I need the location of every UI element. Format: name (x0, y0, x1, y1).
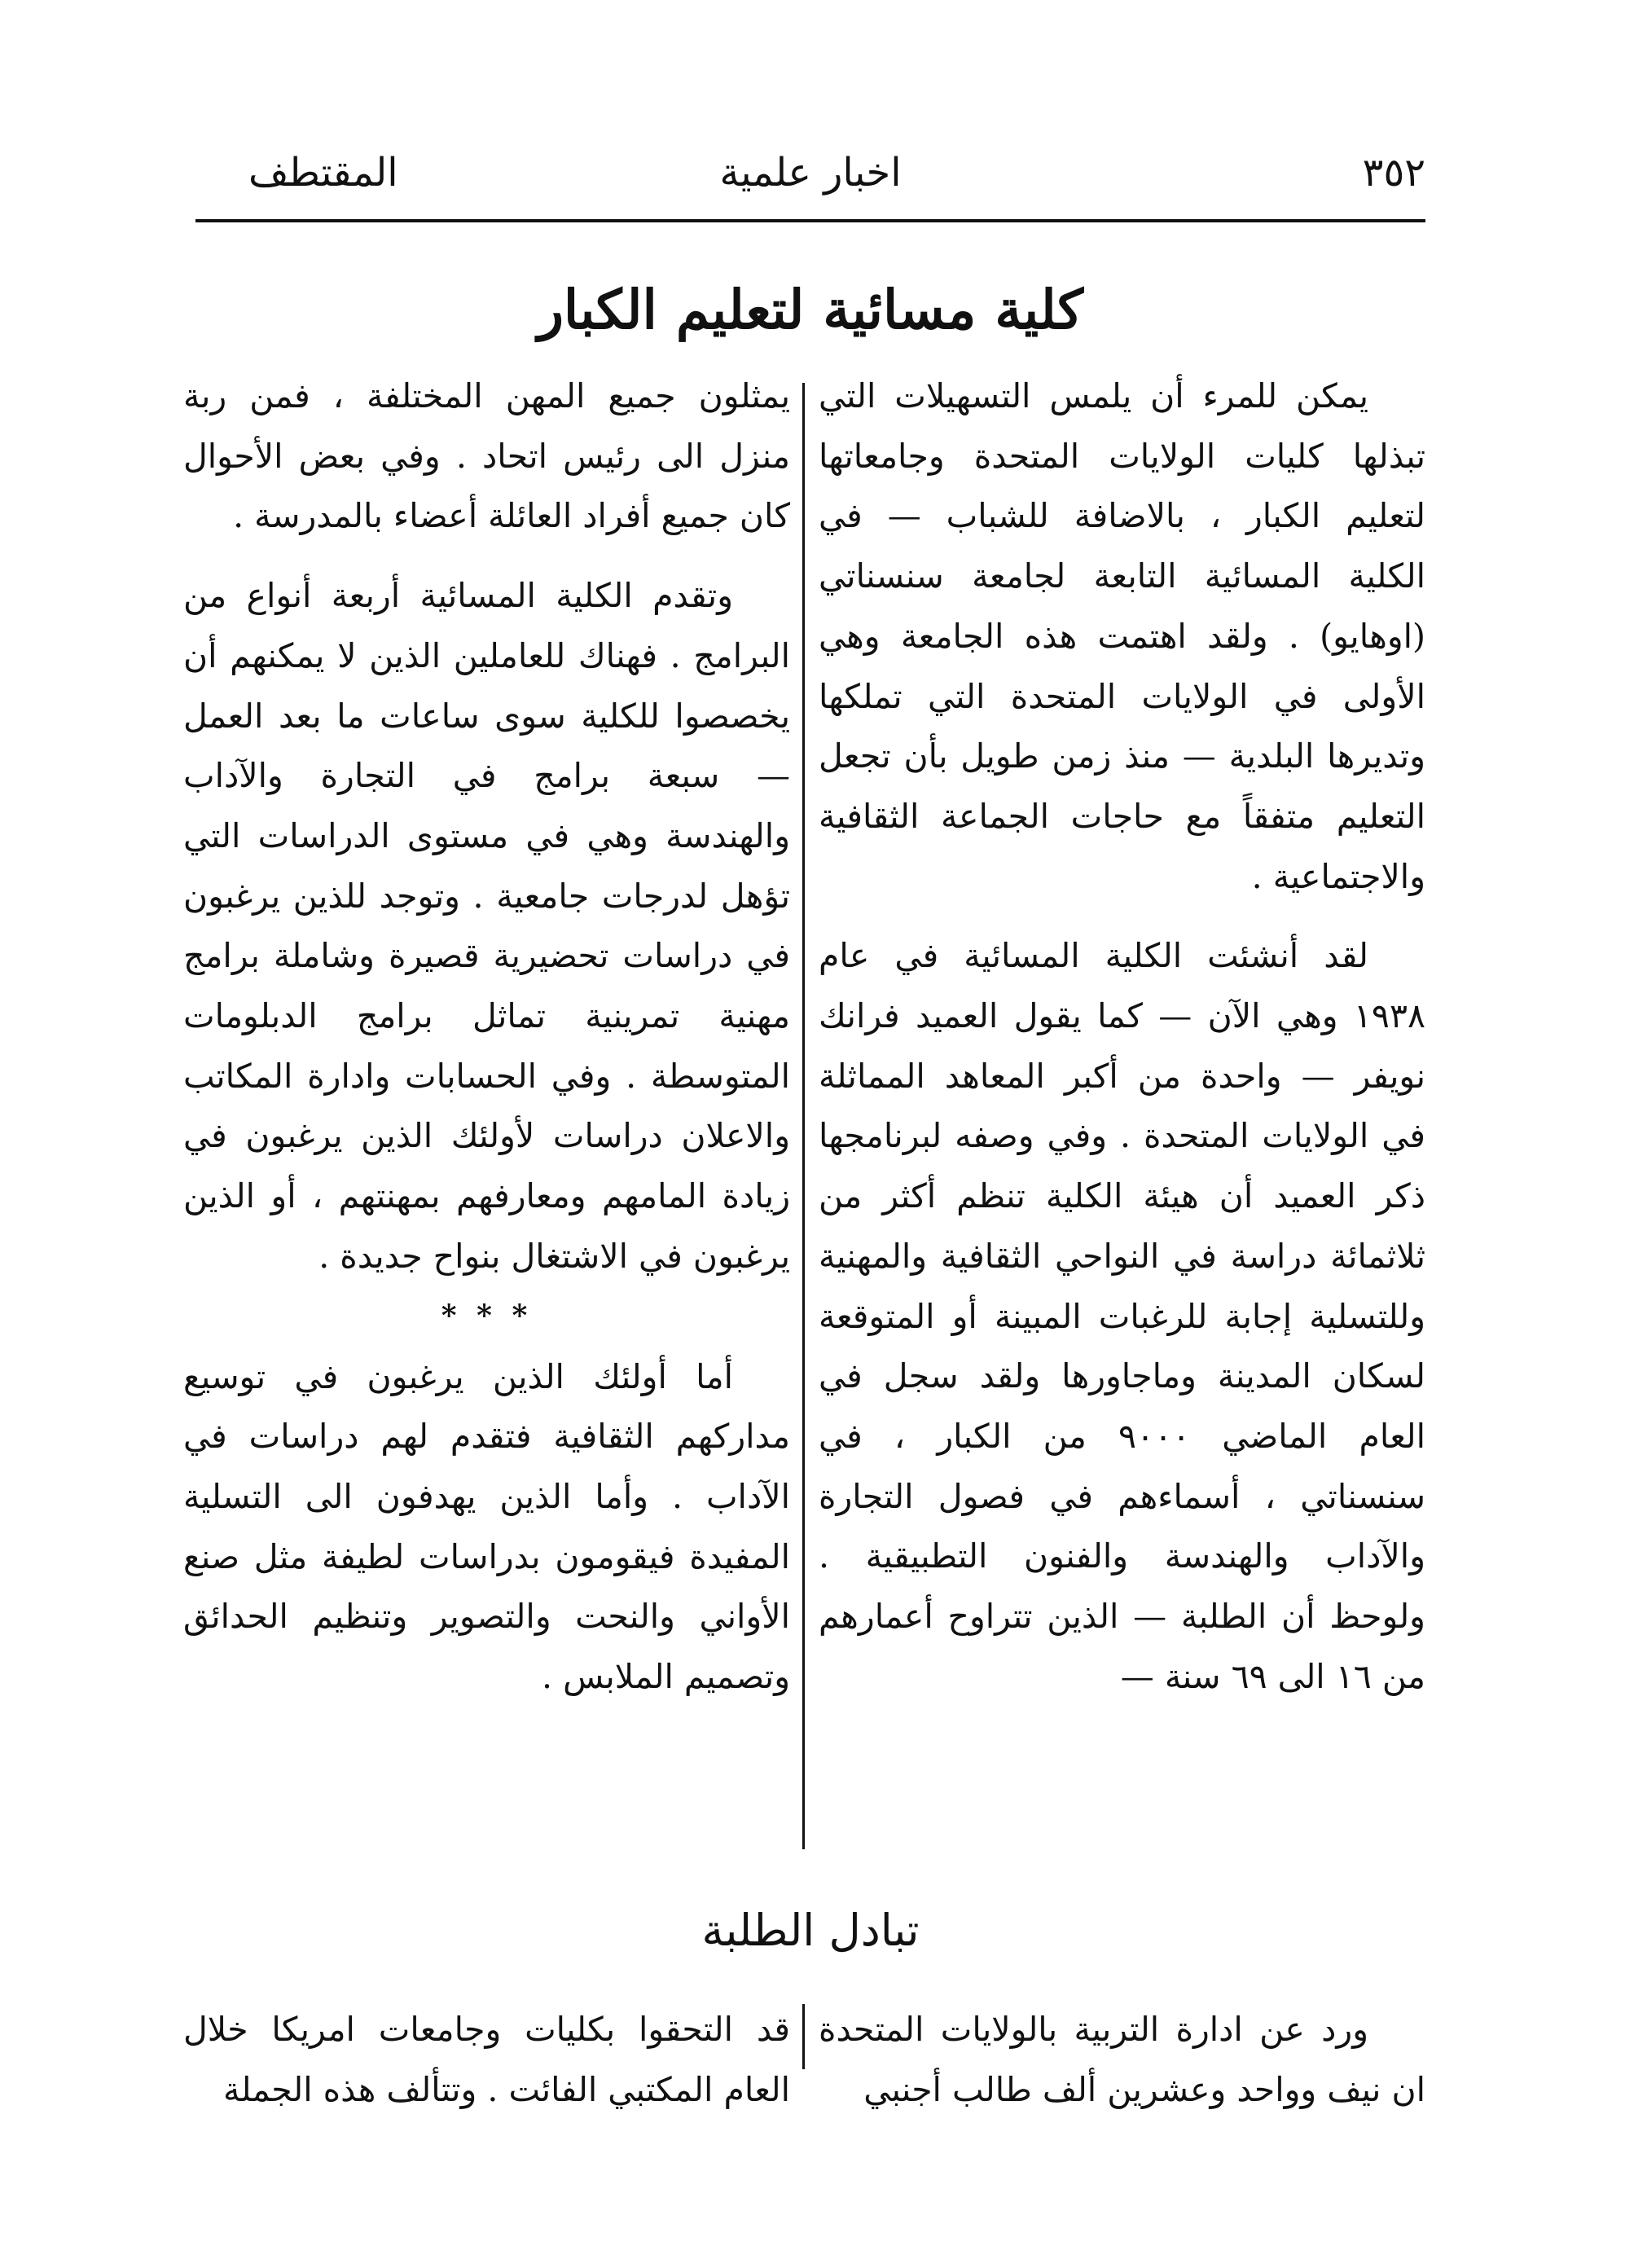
header-rule (195, 219, 1425, 222)
article-column-right (819, 367, 1425, 1707)
section-name: اخبار علمية (719, 150, 902, 196)
column-divider (802, 383, 805, 1849)
paragraph: لقد أنشئت الكلية المسائية في عام ١٩٣٨ وهي الآن — كما يقول العميد فرانك نويفر — واحدة من أكبر المعاهد المماثلة في الولايات المتحدة . وفي وصفه لبرنامجها ذكر العميد أن هيئة الكلية تنظم أكثر من ثلاثمائة دراسة في النواحي الثقافية والمهنية وللتسلية إجابة للرغبات المبينة أو المتوقعة لسكان المدينة وماجاورها ولقد سجل في العام الماضي ٩٠٠٠ من الكبار ، في سنسناتي ، أسماءهم في فصول التجارة والآداب والهندسة والفنون التطبيقية . ولوحظ أن الطلبة — الذين تتراوح أعمارهم من ١٦ الى ٦٩ سنة — (819, 936, 1426, 1696)
paragraph: يمكن للمرء أن يلمس التسهيلات التي تبذلها كليات الولايات المتحدة وجامعاتها لتعليم الكبار ، بالاضافة للشباب — في الكلية المسائية التابعة لجامعة سنسناتي (اوهايو) . ولقد اهتمت هذه الجامعة وهي الأولى في الولايات المتحدة التي تملكها وتديرها البلدية — منذ زمن طويل بأن تجعل التعليم متفقاً مع حاجات الجماعة الثقافية والاجتماعية . (819, 376, 1425, 896)
page-number: ٣٥٢ (1362, 150, 1425, 196)
column-divider (802, 2004, 805, 2069)
section-separator: * * * (441, 1298, 533, 1333)
paragraph: وتقدم الكلية المسائية أربعة أنواع من البرامج . فهناك للعاملين الذين لا يمكنهم أن يخصصوا للكلية سوى ساعات ما بعد العمل — سبعة برامج في التجارة والآداب والهندسة وهي في مستوى الدراسات التي تؤهل لدرجات جامعية . وتوجد للذين يرغبون في دراسات تحضيرية قصيرة وشاملة برامج مهنية تمرينية تماثل برامج الدبلومات المتوسطة . وفي الحسابات وادارة المكاتب والاعلان دراسات لأولئك الذين يرغبون في زيادة المامهم ومعارفهم بمهنتهم ، أو الذين يرغبون في الاشتغال بنواح جديدة . (183, 576, 790, 1276)
paragraph: قد التحقوا بكليات وجامعات امريكا خلال العام المكتبي الفائت . وتتألف هذه الجملة (183, 2010, 790, 2109)
paragraph: يمثلون جميع المهن المختلفة ، فمن ربة منزل الى رئيس اتحاد . وفي بعض الأحوال كان جميع أفراد العائلة أعضاء بالمدرسة . (183, 376, 790, 536)
paragraph: أما أولئك الذين يرغبون في توسيع مداركهم الثقافية فتقدم لهم دراسات في الآداب . وأما الذين يهدفون الى التسلية المفيدة فيقومون بدراسات لطيفة مثل صنع الأواني والنحت والتصوير وتنظيم الحدائق وتصميم الملابس . (183, 1356, 790, 1697)
paragraph: ورد عن ادارة التربية بالولايات المتحدة ان نيف وواحد وعشرين ألف طالب أجنبي (819, 2010, 1425, 2109)
magazine-name: المقتطف (248, 150, 398, 196)
article-column-left (183, 2000, 790, 2120)
running-header (195, 140, 1425, 213)
article-title: تبادل الطلبة (701, 1905, 920, 1956)
article-title: كلية مسائية لتعليم الكبار (538, 278, 1083, 341)
article-column-right (819, 2000, 1425, 2120)
article-column-left (183, 367, 790, 1708)
